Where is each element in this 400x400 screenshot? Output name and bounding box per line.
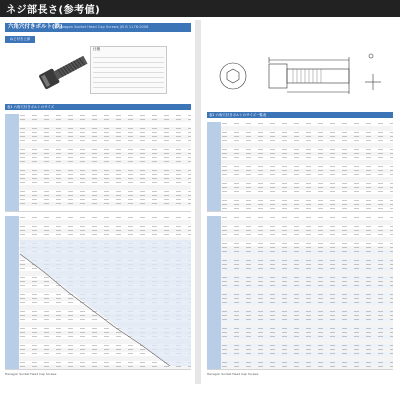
table-header (5, 104, 191, 110)
row-values (222, 319, 393, 320)
screw-photo (29, 48, 95, 94)
row-values (222, 222, 393, 223)
spec-row (93, 63, 164, 68)
row-values (20, 149, 191, 150)
row-values (222, 277, 393, 278)
row-values (222, 336, 393, 337)
spec-row (93, 78, 164, 83)
row-values (222, 247, 393, 248)
row-values (222, 191, 393, 192)
spec-title: 仕様 (93, 47, 101, 51)
row-values (222, 208, 393, 209)
row-values (20, 226, 191, 227)
row-values (222, 226, 393, 227)
row-values (20, 195, 191, 196)
row-values (20, 230, 191, 231)
row-values (222, 166, 393, 167)
spec-row (93, 83, 164, 88)
row-values (222, 358, 393, 359)
row-values (222, 345, 393, 346)
row-values (222, 136, 393, 137)
section-title: 六角穴付きボルト(鉄) (8, 24, 63, 30)
row-values (222, 311, 393, 312)
row-values (20, 161, 191, 162)
row-values (20, 178, 191, 179)
row-values (222, 162, 393, 163)
row-values (222, 230, 393, 231)
right-page (207, 20, 393, 384)
row-values (20, 208, 191, 209)
row-values (222, 145, 393, 146)
table-row (5, 206, 191, 211)
row-values (222, 302, 393, 303)
row-values (222, 281, 393, 282)
row-values (222, 332, 393, 333)
row-values (20, 203, 191, 204)
table-body (5, 114, 191, 212)
section-header (5, 23, 191, 32)
row-values (222, 315, 393, 316)
row-values (20, 145, 191, 146)
category-tag: ねじ付き上部 (5, 36, 35, 43)
row-values (222, 256, 393, 257)
row-values (20, 191, 191, 192)
row-values (20, 136, 191, 137)
left-footer: Hexagon Socket Head Cap Screws (5, 372, 57, 376)
row-values (222, 153, 393, 154)
row-values (222, 123, 393, 124)
length-range-diagonal (20, 240, 191, 366)
table-body (207, 216, 393, 370)
row-values (20, 366, 191, 367)
table-title: 表1 六角穴付きボルトのサイズ (7, 105, 55, 109)
row-values (222, 183, 393, 184)
row-values (20, 140, 191, 141)
row-values (222, 170, 393, 171)
row-values (20, 166, 191, 167)
row-values (20, 187, 191, 188)
spec-row (93, 53, 164, 58)
top-header-bar (0, 0, 400, 17)
row-values (222, 307, 393, 308)
row-values (20, 128, 191, 129)
row-values (222, 294, 393, 295)
left-page (5, 20, 191, 384)
row-values (20, 170, 191, 171)
section-subtitle: Hexagon Socket Head Cap Screws JIS B 1176:2006 (57, 25, 149, 29)
row-values (222, 196, 393, 197)
technical-drawing (207, 42, 393, 106)
row-label-cell (207, 207, 221, 211)
row-label-cell (5, 365, 19, 369)
row-label-cell (207, 365, 221, 369)
table-title: 表2 六角穴付きボルトのサイズ一覧表 (209, 113, 267, 117)
table-header (207, 112, 393, 118)
row-values (20, 182, 191, 183)
row-values (20, 124, 191, 125)
row-values (222, 140, 393, 141)
row-values (222, 324, 393, 325)
row-values (222, 268, 393, 269)
spec-row (93, 68, 164, 73)
row-values (222, 174, 393, 175)
row-values (222, 362, 393, 363)
spec-row (93, 73, 164, 78)
row-values (20, 153, 191, 154)
table-body (207, 122, 393, 212)
row-values (222, 204, 393, 205)
row-values (222, 290, 393, 291)
row-values (222, 328, 393, 329)
row-values (222, 217, 393, 218)
row-values (222, 128, 393, 129)
row-values (222, 200, 393, 201)
row-values (20, 115, 191, 116)
table-row (207, 207, 393, 212)
row-values (222, 243, 393, 244)
spec-box (90, 46, 167, 94)
row-values (222, 149, 393, 150)
row-values (222, 239, 393, 240)
row-values (20, 157, 191, 158)
right-footer: Hexagon Socket Head Cap Screws (207, 372, 259, 376)
row-values (222, 273, 393, 274)
spec-row (93, 58, 164, 63)
row-values (20, 199, 191, 200)
row-values (222, 260, 393, 261)
row-values (20, 217, 191, 218)
row-label-cell (5, 206, 19, 210)
row-values (222, 179, 393, 180)
row-values (222, 298, 393, 299)
row-values (222, 366, 393, 367)
row-values (20, 174, 191, 175)
row-values (222, 187, 393, 188)
page-title: ネジ部長さ(参考値) (6, 5, 101, 16)
row-values (20, 119, 191, 120)
row-values (222, 264, 393, 265)
row-values (222, 157, 393, 158)
row-values (222, 353, 393, 354)
row-values (20, 234, 191, 235)
row-values (222, 132, 393, 133)
row-values (222, 251, 393, 252)
row-values (222, 341, 393, 342)
page-gutter (195, 20, 201, 384)
row-values (222, 285, 393, 286)
row-values (222, 349, 393, 350)
table-row (207, 365, 393, 370)
row-values (20, 132, 191, 133)
row-values (222, 234, 393, 235)
row-values (20, 222, 191, 223)
